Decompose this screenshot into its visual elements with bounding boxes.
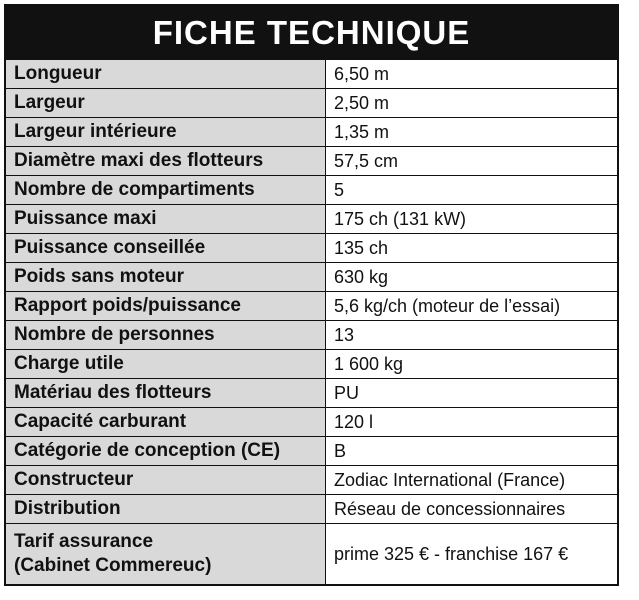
row-label: Puissance conseillée — [6, 234, 326, 263]
sheet-title: FICHE TECHNIQUE — [6, 6, 617, 60]
row-label: Longueur — [6, 60, 326, 89]
row-label: Largeur intérieure — [6, 118, 326, 147]
table-row — [6, 408, 617, 437]
row-label-line2: (Cabinet Commereuc) — [14, 555, 212, 576]
spec-table — [6, 60, 617, 584]
row-label: Largeur — [6, 89, 326, 118]
table-row — [6, 147, 617, 176]
row-value: B — [326, 437, 618, 466]
row-value: Réseau de concessionnaires — [326, 495, 618, 524]
row-label: Constructeur — [6, 466, 326, 495]
row-label: Poids sans moteur — [6, 263, 326, 292]
row-label: Nombre de personnes — [6, 321, 326, 350]
row-label: Nombre de compartiments — [6, 176, 326, 205]
spec-sheet — [4, 4, 619, 586]
table-row — [6, 321, 617, 350]
row-value: 1 600 kg — [326, 350, 618, 379]
row-label: Capacité carburant — [6, 408, 326, 437]
row-value: prime 325 € - franchise 167 € — [326, 524, 618, 585]
table-row — [6, 176, 617, 205]
row-label: Rapport poids/puissance — [6, 292, 326, 321]
row-label: Charge utile — [6, 350, 326, 379]
row-label: Matériau des flotteurs — [6, 379, 326, 408]
row-label: Distribution — [6, 495, 326, 524]
row-value: 120 l — [326, 408, 618, 437]
row-value: 175 ch (131 kW) — [326, 205, 618, 234]
row-value: Zodiac International (France) — [326, 466, 618, 495]
table-row — [6, 234, 617, 263]
table-row — [6, 60, 617, 89]
table-row — [6, 350, 617, 379]
row-value: 135 ch — [326, 234, 618, 263]
row-value: 13 — [326, 321, 618, 350]
row-value: 630 kg — [326, 263, 618, 292]
row-value: 57,5 cm — [326, 147, 618, 176]
row-label: Diamètre maxi des flotteurs — [6, 147, 326, 176]
row-value: 2,50 m — [326, 89, 618, 118]
table-row — [6, 205, 617, 234]
row-value: 6,50 m — [326, 60, 618, 89]
row-value: 1,35 m — [326, 118, 618, 147]
row-label-line1: Tarif assurance — [14, 531, 154, 552]
table-row-insurance — [6, 524, 617, 585]
table-row — [6, 292, 617, 321]
table-row — [6, 437, 617, 466]
row-value: PU — [326, 379, 618, 408]
table-row — [6, 263, 617, 292]
table-row — [6, 495, 617, 524]
row-value: 5,6 kg/ch (moteur de l’essai) — [326, 292, 618, 321]
table-row — [6, 89, 617, 118]
spec-table-body — [6, 60, 617, 584]
table-row — [6, 466, 617, 495]
row-value: 5 — [326, 176, 618, 205]
table-row — [6, 379, 617, 408]
row-label — [6, 524, 326, 585]
table-row — [6, 118, 617, 147]
row-label: Catégorie de conception (CE) — [6, 437, 326, 466]
row-label: Puissance maxi — [6, 205, 326, 234]
